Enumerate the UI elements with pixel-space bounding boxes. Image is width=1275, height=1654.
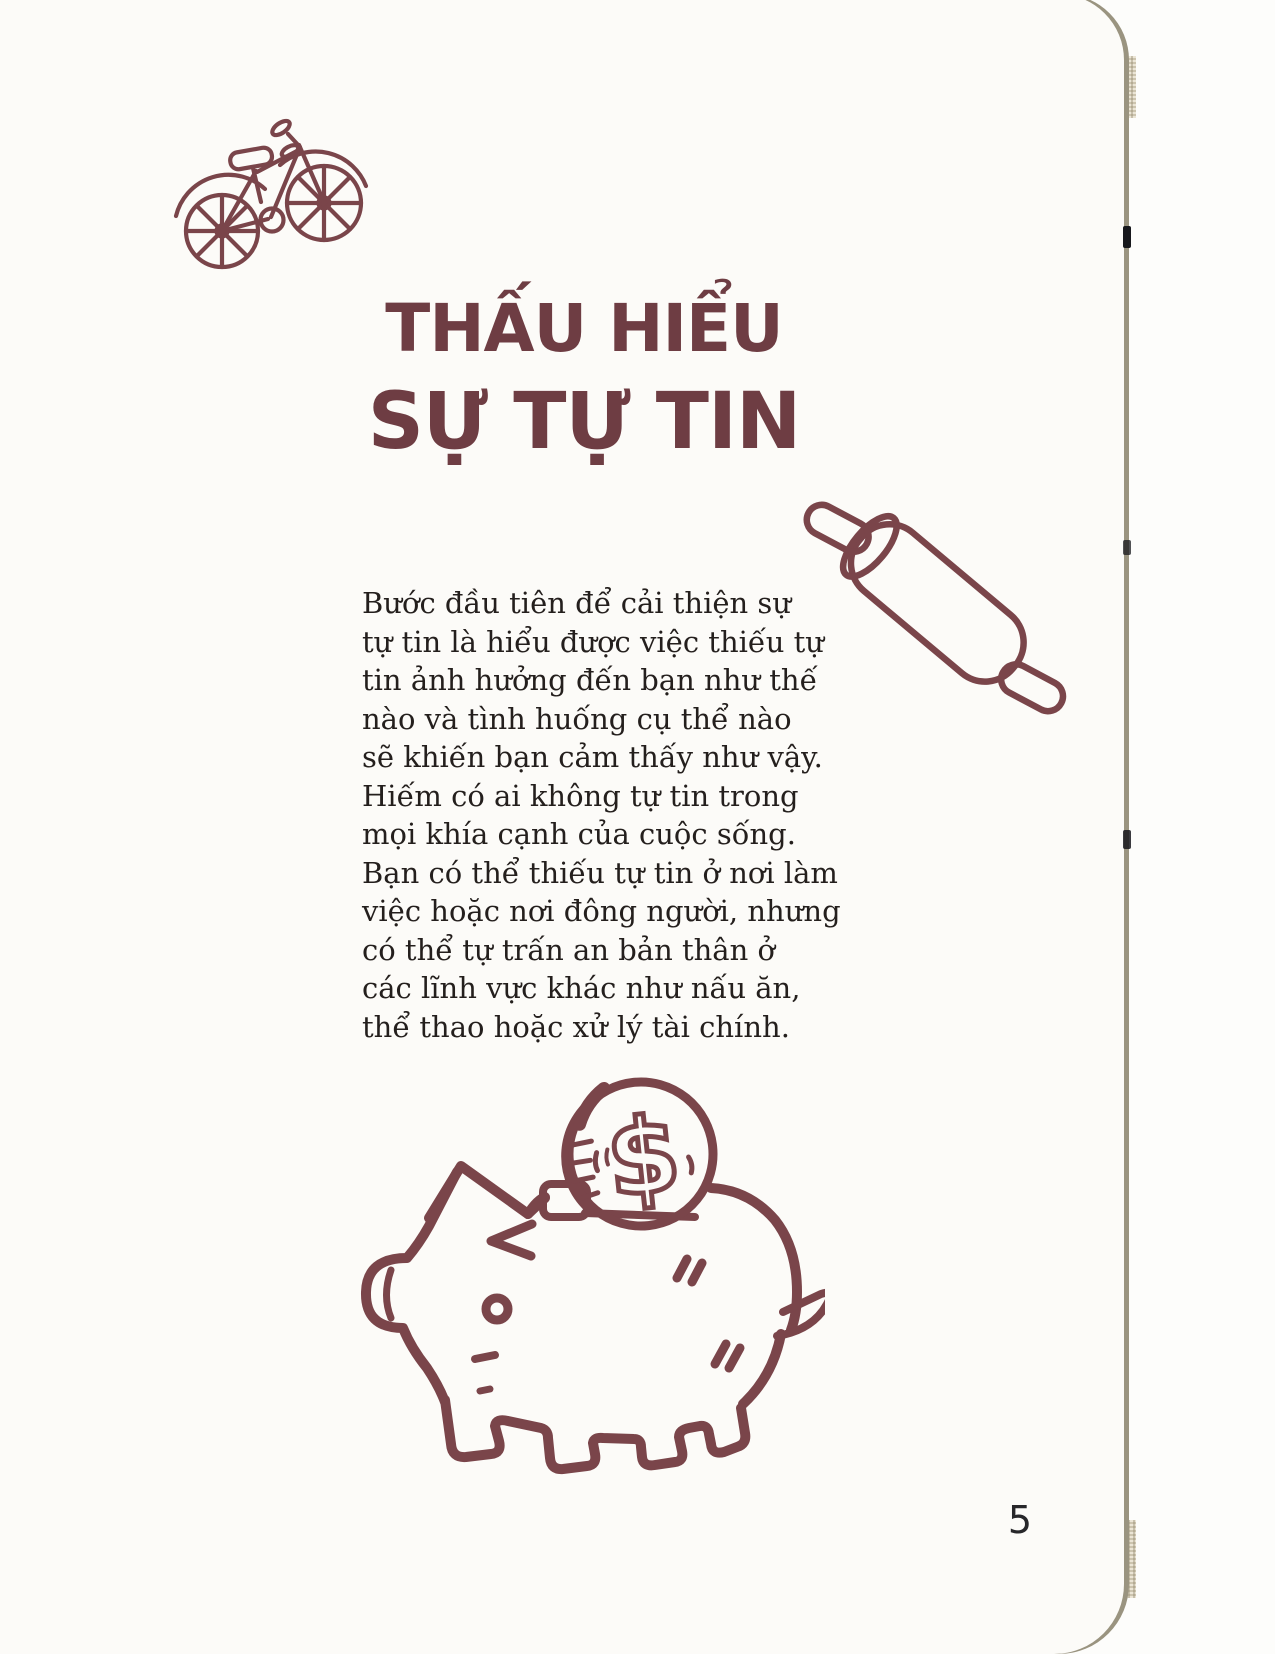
body-line: tin ảnh hưởng đến bạn như thế xyxy=(362,663,818,697)
body-line: mọi khía cạnh của cuộc sống. xyxy=(362,817,796,851)
body-line: sẽ khiến bạn cảm thấy như vậy. xyxy=(362,740,823,774)
dollar-sign: $ xyxy=(601,1092,686,1222)
body-line: Bước đầu tiên để cải thiện sự xyxy=(362,586,791,620)
page-number: 5 xyxy=(1007,1498,1033,1542)
page-edge-mark xyxy=(1123,540,1131,555)
title-line-1: THẤU HIỂU xyxy=(385,290,783,367)
body-line: việc hoặc nơi đông người, nhưng xyxy=(362,894,841,928)
title-line-2: SỰ TỰ TIN xyxy=(367,377,801,467)
body-line: thể thao hoặc xử lý tài chính. xyxy=(362,1009,790,1044)
piggy-bank-icon xyxy=(345,1066,825,1496)
body-line: Hiếm có ai không tự tin trong xyxy=(362,778,799,813)
page-edge-mark xyxy=(1123,226,1131,248)
body-line: có thể tự trấn an bản thân ở xyxy=(362,932,775,967)
body-line: tự tin là hiểu được việc thiếu tự xyxy=(362,624,824,659)
body-line: các lĩnh vực khác như nấu ăn, xyxy=(362,971,801,1005)
body-paragraph xyxy=(362,584,862,1046)
page-edge-mark xyxy=(1123,830,1131,849)
body-line: nào và tình huống cụ thể nào xyxy=(362,701,792,736)
page-title xyxy=(0,290,1124,472)
bicycle-icon xyxy=(168,112,380,274)
body-line: Bạn có thể thiếu tự tin ở nơi làm xyxy=(362,855,838,890)
